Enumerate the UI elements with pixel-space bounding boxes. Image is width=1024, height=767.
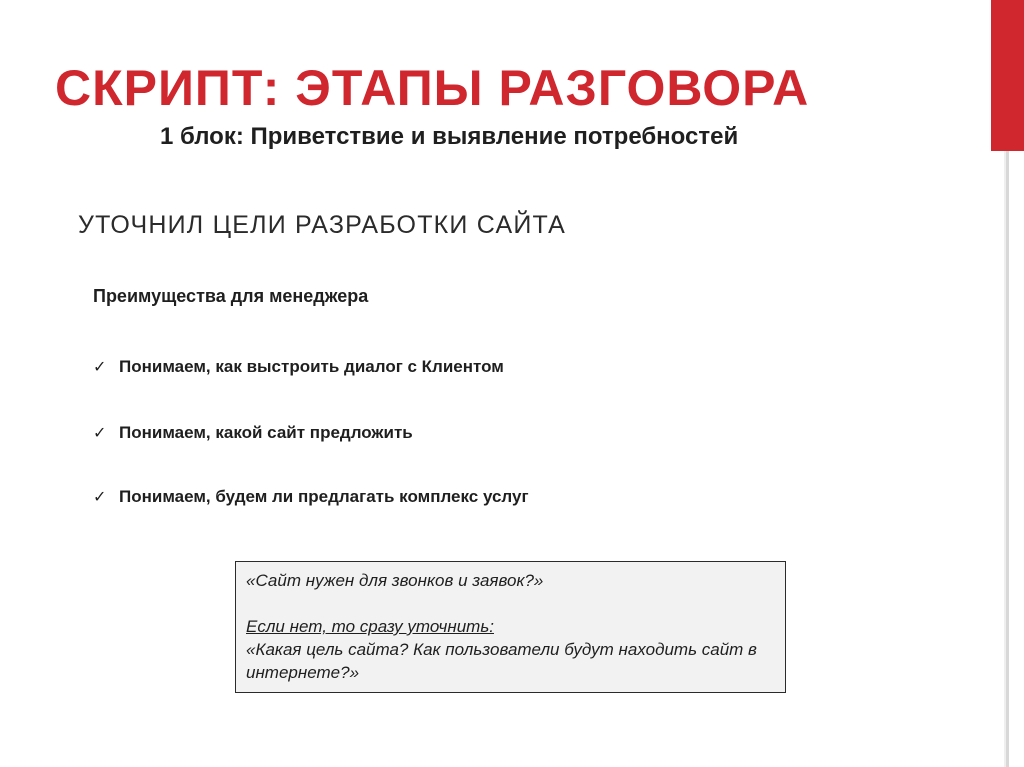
slide-title: СКРИПТ: ЭТАПЫ РАЗГОВОРА <box>55 60 810 116</box>
checkmark-icon: ✓ <box>93 487 107 506</box>
accent-corner-bar <box>991 0 1024 151</box>
note-question: «Сайт нужен для звонков и заявок?» <box>246 571 544 590</box>
script-note-box <box>235 561 786 693</box>
benefits-label: Преимущества для менеджера <box>93 286 369 306</box>
note-condition: Если нет, то сразу уточнить: <box>246 617 494 636</box>
benefit-text: Понимаем, какой сайт предложить <box>119 423 413 442</box>
note-spacer <box>246 592 775 615</box>
section-heading: УТОЧНИЛ ЦЕЛИ РАЗРАБОТКИ САЙТА <box>78 211 567 239</box>
benefit-text: Понимаем, как выстроить диалог с Клиентом <box>119 357 504 376</box>
benefit-text: Понимаем, будем ли предлагать комплекс услуг <box>119 487 529 506</box>
benefit-item <box>93 421 413 445</box>
checkmark-icon: ✓ <box>93 423 107 442</box>
benefit-item <box>93 355 504 379</box>
note-follow-up: «Какая цель сайта? Как пользователи будут находить сайт в интернете?» <box>246 640 757 682</box>
benefit-item <box>93 485 529 509</box>
slide-subtitle: 1 блок: Приветствие и выявление потребностей <box>160 123 739 150</box>
checkmark-icon: ✓ <box>93 357 107 376</box>
